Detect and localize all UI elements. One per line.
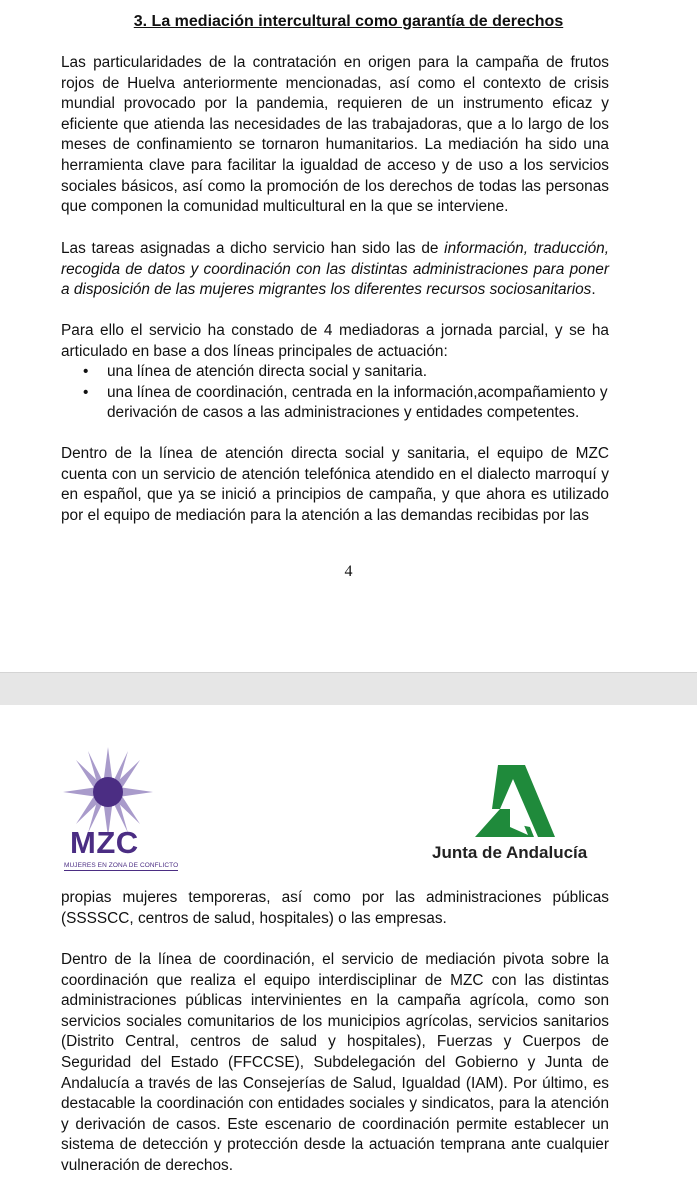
document-page-5 (0, 705, 697, 1200)
paragraph-tasks (61, 239, 609, 301)
bullet-item (61, 383, 621, 424)
mzc-logo-text: MZC (70, 825, 139, 860)
paragraph-direct-line: Dentro de la línea de atención directa social y sanitaria, el equipo de MZC cuenta con un servicio de atención telefónica atendido en el dialecto marroquí y en español, que ya se inició a principios de campaña, y que ahora es utilizado por el equipo de mediación para la atención a las demandas recibidas por las (61, 445, 609, 524)
bullet-dot: • (83, 363, 89, 380)
paragraph-continuation: propias mujeres temporeras, así como por las administraciones públicas (SSSSCC, centros de salud, hospitales) o las empresas. (61, 889, 609, 927)
bullet-list (61, 362, 621, 424)
junta-andalucia-logo-icon (470, 765, 555, 845)
paragraph-context: Las particularidades de la contratación en origen para la campaña de frutos rojos de Huelva anteriormente mencionadas, así como el contexto de crisis mundial provocado por la pandemia, requieren de un instrumento eficaz y eficiente que atienda las necesidades de las trabajadoras, que a lo largo de los meses de confinamiento se tornaron humanitarios. La mediación ha sido una herramienta clave para facilitar la igualdad de acceso y de uso a los servicios sociales básicos, así como la promoción de los derechos de todas las personas que componen la comunidad multicultural en la que se interviene. (61, 54, 609, 216)
bullet-text: una línea de coordinación, centrada en la información,acompañamiento y derivación de casos a las administraciones y entidades competentes. (107, 383, 608, 422)
bullet-dot: • (83, 383, 89, 401)
section-heading: 3. La mediación intercultural como garantía de derechos (133, 13, 564, 30)
page-number: 4 (344, 563, 353, 580)
page-separator (0, 672, 697, 706)
bullet-text: una línea de atención directa social y sanitaria. (107, 363, 427, 380)
paragraph-coordination: Dentro de la línea de coordinación, el servicio de mediación pivota sobre la coordinación que realiza el equipo interdisciplinar de MZC con las distintas administraciones públicas intervinientes en la campaña agrícola, como son servicios sociales comunitarios de los municipios agrícolas, servicios sanitarios (Distrito Central, centros de salud y hospitales), Fuerzas y Cuerpos de Seguridad del Estado (FFCCSE), Subdelegación del Gobierno y Junta de Andalucía a través de las Consejerías de Salud, Igualdad (IAM). Por último, es destacable la coordinación con entidades sociales y sindicatos, para la atención y derivación de casos. Este escenario de coordinación permite establecer un sistema de detección y protección desde la actuación temprana ante cualquier vulneración de derechos. (61, 951, 609, 1174)
junta-logo-text: Junta de Andalucía (432, 843, 588, 862)
mzc-logo-subtitle: MUJERES EN ZONA DE CONFLICTO (64, 862, 179, 869)
paragraph-tasks-prefix: Las tareas asignadas a dicho servicio han sido las de (61, 240, 445, 257)
bullet-item (61, 362, 621, 383)
paragraph-tasks-suffix: . (591, 281, 596, 299)
paragraph-tasks-italic: información, traducción, recogida de datos y coordinación con las distintas administraciones para poner a disposición de las mujeres migrantes los diferentes recursos sociosanitarios (61, 240, 610, 299)
paragraph-service: Para ello el servicio ha constado de 4 mediadoras a jornada parcial, y se ha articulado en base a dos líneas principales de actuación: (61, 322, 609, 360)
